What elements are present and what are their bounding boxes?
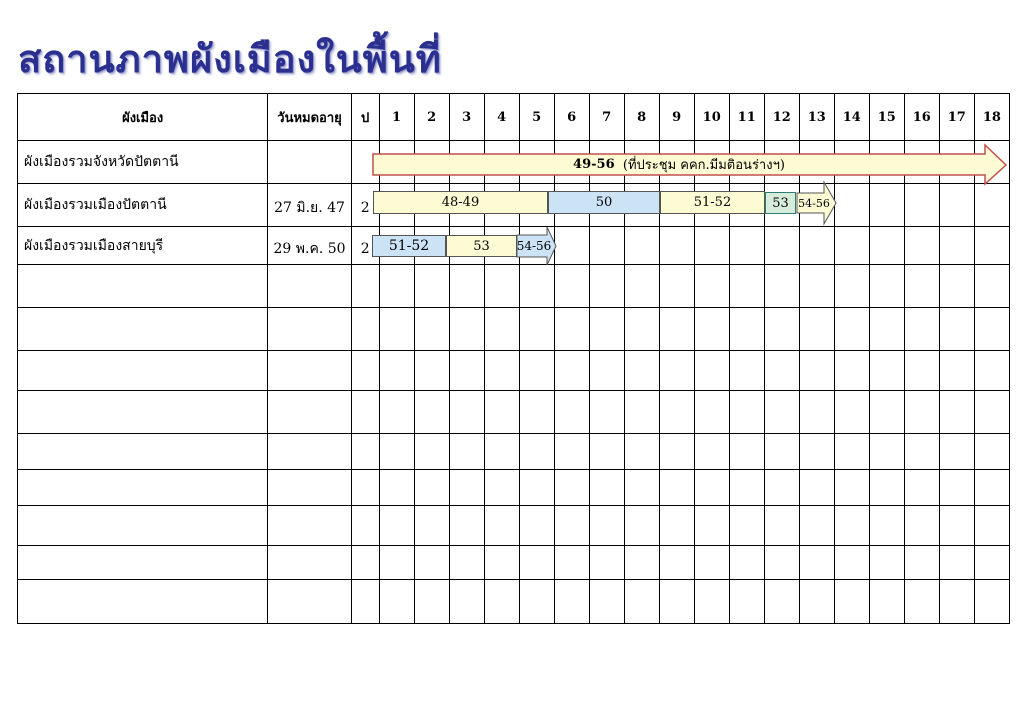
- month-cell: [694, 434, 729, 470]
- month-cell: [449, 351, 484, 391]
- month-cell: [659, 434, 694, 470]
- expiry-cell: [268, 265, 351, 308]
- month-cell: [414, 470, 449, 506]
- years-cell: [351, 351, 379, 391]
- month-cell: [589, 546, 624, 580]
- empty-row: [18, 351, 1010, 391]
- month-cell: [729, 265, 764, 308]
- header-month: 3: [449, 94, 484, 141]
- month-cell: [799, 227, 834, 265]
- month-cell: [379, 434, 414, 470]
- plan-name-cell: [18, 546, 268, 580]
- month-cell: [589, 391, 624, 434]
- month-cell: [904, 227, 939, 265]
- header-month: 2: [414, 94, 449, 141]
- month-cell: [939, 546, 974, 580]
- month-cell: [659, 265, 694, 308]
- month-cell: [904, 546, 939, 580]
- month-cell: [414, 351, 449, 391]
- month-cell: [834, 470, 869, 506]
- plan-name-cell: [18, 470, 268, 506]
- header-month: 13: [799, 94, 834, 141]
- month-cell: [554, 391, 589, 434]
- row1-bar-period: 49-56: [573, 157, 615, 172]
- month-cell: [484, 391, 519, 434]
- empty-row: [18, 506, 1010, 546]
- month-cell: [764, 546, 799, 580]
- row2-bar-50: 50: [548, 191, 660, 214]
- month-cell: [974, 227, 1009, 265]
- month-cell: [799, 580, 834, 624]
- years-cell: [351, 391, 379, 434]
- month-cell: [414, 546, 449, 580]
- empty-row: [18, 546, 1010, 580]
- header-plan: ผังเมือง: [18, 94, 268, 141]
- header-month: 15: [869, 94, 904, 141]
- month-cell: [799, 351, 834, 391]
- expiry-cell: 29 พ.ค. 50: [268, 227, 351, 265]
- month-cell: [694, 580, 729, 624]
- header-expiry: วันหมดอายุ: [268, 94, 351, 141]
- header-month: 5: [519, 94, 554, 141]
- month-cell: [869, 227, 904, 265]
- month-cell: [729, 546, 764, 580]
- month-cell: [869, 434, 904, 470]
- years-cell: [351, 308, 379, 351]
- empty-row: [18, 580, 1010, 624]
- month-cell: [589, 227, 624, 265]
- row2-bar-53: 53: [765, 192, 796, 214]
- month-cell: [589, 580, 624, 624]
- month-cell: [554, 506, 589, 546]
- month-cell: [449, 546, 484, 580]
- month-cell: [834, 308, 869, 351]
- month-cell: [939, 308, 974, 351]
- month-cell: [834, 546, 869, 580]
- header-month: 9: [659, 94, 694, 141]
- month-cell: [484, 434, 519, 470]
- month-cell: [974, 580, 1009, 624]
- plan-name-cell: ผังเมืองรวมเมืองปัตตานี: [18, 184, 268, 227]
- month-cell: [659, 580, 694, 624]
- month-cell: [729, 470, 764, 506]
- month-cell: [449, 506, 484, 546]
- month-cell: [414, 308, 449, 351]
- month-cell: [519, 391, 554, 434]
- expiry-cell: [268, 470, 351, 506]
- month-cell: [764, 580, 799, 624]
- years-cell: [351, 580, 379, 624]
- month-cell: [694, 227, 729, 265]
- row2-bar-51-52: 51-52: [660, 191, 765, 214]
- month-cell: [799, 391, 834, 434]
- expiry-cell: [268, 506, 351, 546]
- month-cell: [624, 227, 659, 265]
- empty-row: [18, 308, 1010, 351]
- month-cell: [939, 265, 974, 308]
- month-cell: [484, 506, 519, 546]
- status-grid: [17, 93, 1010, 622]
- month-cell: [764, 308, 799, 351]
- row2-bar-48-49: 48-49: [373, 191, 548, 214]
- month-cell: [799, 434, 834, 470]
- month-cell: [764, 506, 799, 546]
- month-cell: [694, 546, 729, 580]
- plan-name-cell: [18, 265, 268, 308]
- month-cell: [449, 470, 484, 506]
- month-cell: [729, 434, 764, 470]
- month-cell: [554, 434, 589, 470]
- header-row: [18, 94, 1010, 141]
- month-cell: [869, 184, 904, 227]
- month-cell: [834, 184, 869, 227]
- plan-name-cell: [18, 351, 268, 391]
- month-cell: [519, 470, 554, 506]
- month-cell: [414, 265, 449, 308]
- month-cell: [974, 546, 1009, 580]
- row3-bar-51-52: 51-52: [372, 235, 446, 257]
- month-cell: [589, 265, 624, 308]
- month-cell: [799, 470, 834, 506]
- month-cell: [834, 265, 869, 308]
- month-cell: [659, 546, 694, 580]
- month-cell: [589, 351, 624, 391]
- month-cell: [694, 265, 729, 308]
- month-cell: [554, 470, 589, 506]
- years-cell: 2: [351, 227, 379, 265]
- month-cell: [379, 546, 414, 580]
- month-cell: [694, 470, 729, 506]
- month-cell: [834, 351, 869, 391]
- month-cell: [484, 265, 519, 308]
- month-cell: [799, 308, 834, 351]
- month-cell: [869, 265, 904, 308]
- month-cell: [589, 506, 624, 546]
- row3-bar-53: 53: [446, 235, 517, 257]
- month-cell: [624, 265, 659, 308]
- month-cell: [694, 506, 729, 546]
- row1-bar-label: [373, 154, 985, 175]
- expiry-cell: 27 มิ.ย. 47: [268, 184, 351, 227]
- month-cell: [764, 265, 799, 308]
- years-cell: [351, 434, 379, 470]
- header-month: 1: [379, 94, 414, 141]
- month-cell: [799, 506, 834, 546]
- month-cell: [554, 546, 589, 580]
- month-cell: [624, 391, 659, 434]
- month-cell: [729, 308, 764, 351]
- month-cell: [519, 434, 554, 470]
- month-cell: [694, 391, 729, 434]
- month-cell: [974, 351, 1009, 391]
- month-cell: [624, 308, 659, 351]
- expiry-cell: [268, 434, 351, 470]
- month-cell: [484, 308, 519, 351]
- month-cell: [729, 227, 764, 265]
- header-month: 12: [764, 94, 799, 141]
- month-cell: [904, 265, 939, 308]
- month-cell: [869, 308, 904, 351]
- month-cell: [484, 580, 519, 624]
- expiry-cell: [268, 308, 351, 351]
- month-cell: [414, 580, 449, 624]
- month-cell: [939, 184, 974, 227]
- empty-row: [18, 391, 1010, 434]
- month-cell: [554, 580, 589, 624]
- month-cell: [904, 506, 939, 546]
- month-cell: [624, 580, 659, 624]
- month-cell: [694, 308, 729, 351]
- expiry-cell: [268, 546, 351, 580]
- month-cell: [624, 546, 659, 580]
- header-month: 8: [624, 94, 659, 141]
- month-cell: [869, 580, 904, 624]
- month-cell: [904, 351, 939, 391]
- month-cell: [554, 227, 589, 265]
- month-cell: [449, 434, 484, 470]
- month-cell: [729, 506, 764, 546]
- header-month: 14: [834, 94, 869, 141]
- month-cell: [764, 434, 799, 470]
- years-cell: [351, 470, 379, 506]
- month-cell: [624, 506, 659, 546]
- month-cell: [729, 391, 764, 434]
- month-cell: [729, 351, 764, 391]
- month-cell: [414, 391, 449, 434]
- month-cell: [624, 351, 659, 391]
- month-cell: [414, 506, 449, 546]
- month-cell: [904, 580, 939, 624]
- month-cell: [974, 265, 1009, 308]
- plan-name-cell: ผังเมืองรวมเมืองสายบุรี: [18, 227, 268, 265]
- month-cell: [764, 351, 799, 391]
- header-month: 7: [589, 94, 624, 141]
- month-cell: [869, 351, 904, 391]
- month-cell: [624, 470, 659, 506]
- month-cell: [694, 351, 729, 391]
- month-cell: [939, 391, 974, 434]
- month-cell: [484, 351, 519, 391]
- month-cell: [379, 391, 414, 434]
- month-cell: [974, 506, 1009, 546]
- month-cell: [659, 308, 694, 351]
- month-cell: [659, 227, 694, 265]
- month-cell: [624, 434, 659, 470]
- header-years: ป: [351, 94, 379, 141]
- month-cell: [834, 227, 869, 265]
- month-cell: [659, 391, 694, 434]
- row2-bar-54-56-label: 54-56: [798, 196, 830, 210]
- month-cell: [379, 265, 414, 308]
- month-cell: [834, 434, 869, 470]
- month-cell: [519, 265, 554, 308]
- empty-row: [18, 265, 1010, 308]
- month-cell: [519, 546, 554, 580]
- month-cell: [379, 506, 414, 546]
- month-cell: [764, 227, 799, 265]
- month-cell: [834, 391, 869, 434]
- years-cell: [351, 265, 379, 308]
- month-cell: [904, 470, 939, 506]
- month-cell: [869, 391, 904, 434]
- month-cell: [659, 351, 694, 391]
- month-cell: [869, 470, 904, 506]
- header-month: 17: [939, 94, 974, 141]
- empty-row: [18, 470, 1010, 506]
- month-cell: [764, 470, 799, 506]
- month-cell: [519, 308, 554, 351]
- plan-name-cell: [18, 308, 268, 351]
- month-cell: [379, 308, 414, 351]
- month-cell: [974, 308, 1009, 351]
- month-cell: [834, 506, 869, 546]
- month-cell: [974, 470, 1009, 506]
- month-cell: [974, 184, 1009, 227]
- plan-name-cell: [18, 506, 268, 546]
- years-cell: 2: [351, 184, 379, 227]
- month-cell: [379, 351, 414, 391]
- header-month: 18: [974, 94, 1009, 141]
- month-cell: [519, 506, 554, 546]
- month-cell: [974, 391, 1009, 434]
- years-cell: [351, 546, 379, 580]
- plan-name-cell: [18, 434, 268, 470]
- row3-bar-54-56-label: 54-56: [516, 239, 552, 253]
- month-cell: [939, 506, 974, 546]
- month-cell: [554, 351, 589, 391]
- header-month: 6: [554, 94, 589, 141]
- month-cell: [904, 391, 939, 434]
- month-cell: [939, 580, 974, 624]
- header-month: 16: [904, 94, 939, 141]
- month-cell: [904, 434, 939, 470]
- month-cell: [484, 470, 519, 506]
- month-cell: [659, 470, 694, 506]
- plan-name-cell: [18, 391, 268, 434]
- month-cell: [904, 184, 939, 227]
- expiry-cell: [268, 351, 351, 391]
- month-cell: [554, 265, 589, 308]
- header-month: 4: [484, 94, 519, 141]
- month-cell: [554, 308, 589, 351]
- month-cell: [799, 265, 834, 308]
- month-cell: [484, 546, 519, 580]
- expiry-cell: [268, 391, 351, 434]
- month-cell: [589, 434, 624, 470]
- month-cell: [659, 506, 694, 546]
- expiry-cell: [268, 580, 351, 624]
- month-cell: [379, 470, 414, 506]
- month-cell: [904, 308, 939, 351]
- month-cell: [939, 227, 974, 265]
- month-cell: [589, 308, 624, 351]
- month-cell: [974, 434, 1009, 470]
- month-cell: [869, 546, 904, 580]
- month-cell: [379, 580, 414, 624]
- page-title: สถานภาพผังเมืองในพื้นที่: [18, 37, 442, 81]
- month-cell: [939, 434, 974, 470]
- month-cell: [449, 265, 484, 308]
- month-cell: [939, 470, 974, 506]
- month-cell: [939, 351, 974, 391]
- month-cell: [764, 391, 799, 434]
- month-cell: [449, 391, 484, 434]
- month-cell: [414, 434, 449, 470]
- month-cell: [869, 506, 904, 546]
- month-cell: [449, 308, 484, 351]
- month-cell: [834, 580, 869, 624]
- row1-bar-note: (ที่ประชุม คคก.มีมติอนร่างฯ): [622, 158, 785, 173]
- expiry-cell: [268, 141, 351, 184]
- empty-row: [18, 434, 1010, 470]
- plan-name-cell: ผังเมืองรวมจังหวัดปัตตานี: [18, 141, 268, 184]
- plan-name-cell: [18, 580, 268, 624]
- header-month: 11: [729, 94, 764, 141]
- month-cell: [729, 580, 764, 624]
- month-cell: [589, 470, 624, 506]
- years-cell: [351, 506, 379, 546]
- month-cell: [449, 580, 484, 624]
- month-cell: [519, 580, 554, 624]
- month-cell: [519, 351, 554, 391]
- header-month: 10: [694, 94, 729, 141]
- month-cell: [799, 546, 834, 580]
